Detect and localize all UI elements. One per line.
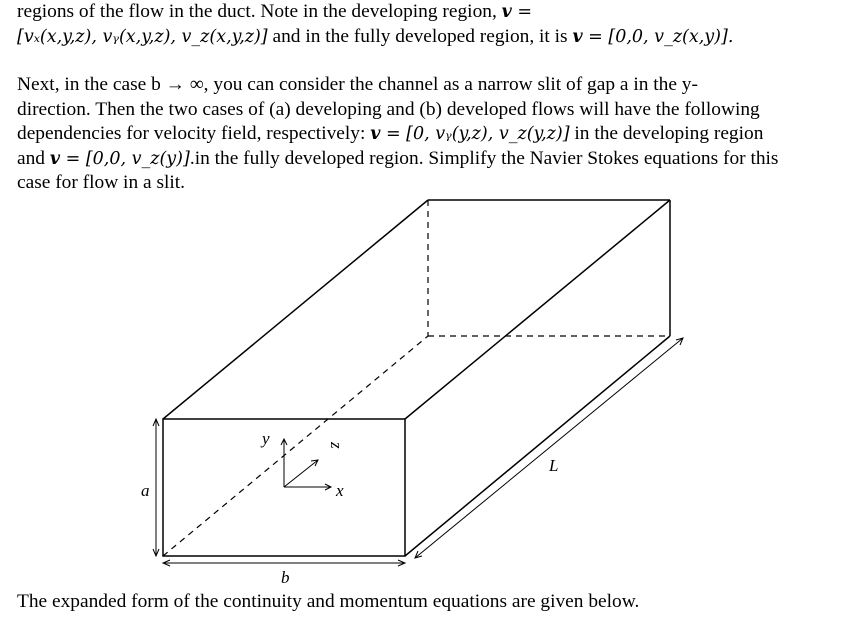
paragraph1-line1-text: regions of the flow in the duct. Note in the developing region,: [17, 1, 502, 22]
label-z: z: [327, 442, 346, 449]
label-y: y: [262, 429, 270, 448]
paragraph2-line2: direction. Then the two cases of (a) developing and (b) developed flows will have the following: [17, 98, 760, 120]
paragraph2-line4-text: and: [17, 147, 50, 169]
coordinate-axes: [281, 439, 331, 490]
developing-velocity-math: [vₓ(x,y,z), vᵧ(x,y,z), v_z(x,y,z)]: [17, 26, 268, 47]
equals-sign: =: [511, 2, 533, 22]
paragraph1-line2-text: and in the fully developed region, it is: [267, 25, 573, 47]
duct-bottom-right-edge: [405, 336, 670, 556]
dimension-b: [163, 560, 405, 566]
velocity-vector-symbol: v: [370, 124, 381, 144]
dimension-a: [153, 419, 159, 556]
velocity-vector-symbol: v: [572, 26, 583, 47]
paragraph2-line3-end: in the developing region: [569, 123, 764, 144]
velocity-vector-symbol: v: [501, 2, 512, 22]
label-b: b: [281, 568, 290, 587]
dimension-L: [415, 338, 683, 558]
paragraph2-line3-text: dependencies for velocity field, respectively:: [17, 123, 371, 144]
velocity-vector-symbol: v: [49, 148, 61, 169]
slit-developing-math: = [0, vᵧ(y,z), v_z(y,z)]: [380, 124, 570, 144]
paragraph2-line5: case for flow in a slit.: [17, 172, 186, 193]
label-L: L: [549, 456, 559, 475]
paragraph2-line4-end: .in the fully developed region. Simplify the Navier Stokes equations for this: [189, 147, 779, 169]
duct-hidden-diagonal-edge: [163, 336, 428, 556]
duct-box-hidden-edges: [163, 200, 670, 556]
z-axis: [284, 460, 318, 487]
label-a: a: [141, 481, 150, 500]
duct-top-left-edge: [163, 200, 428, 419]
caption-text: The expanded form of the continuity and momentum equations are given below.: [17, 591, 640, 612]
developed-velocity-math: = [0,0, v_z(x,y)].: [582, 26, 734, 47]
slit-developed-math: = [0,0, v_z(y)]: [60, 148, 190, 169]
duct-box-solid-edges: [163, 200, 670, 556]
duct-top-right-edge: [405, 200, 670, 419]
paragraph2-line1: Next, in the case b → ∞, you can consider the channel as a narrow slit of gap a in the y-: [17, 74, 698, 95]
label-x: x: [336, 481, 344, 500]
